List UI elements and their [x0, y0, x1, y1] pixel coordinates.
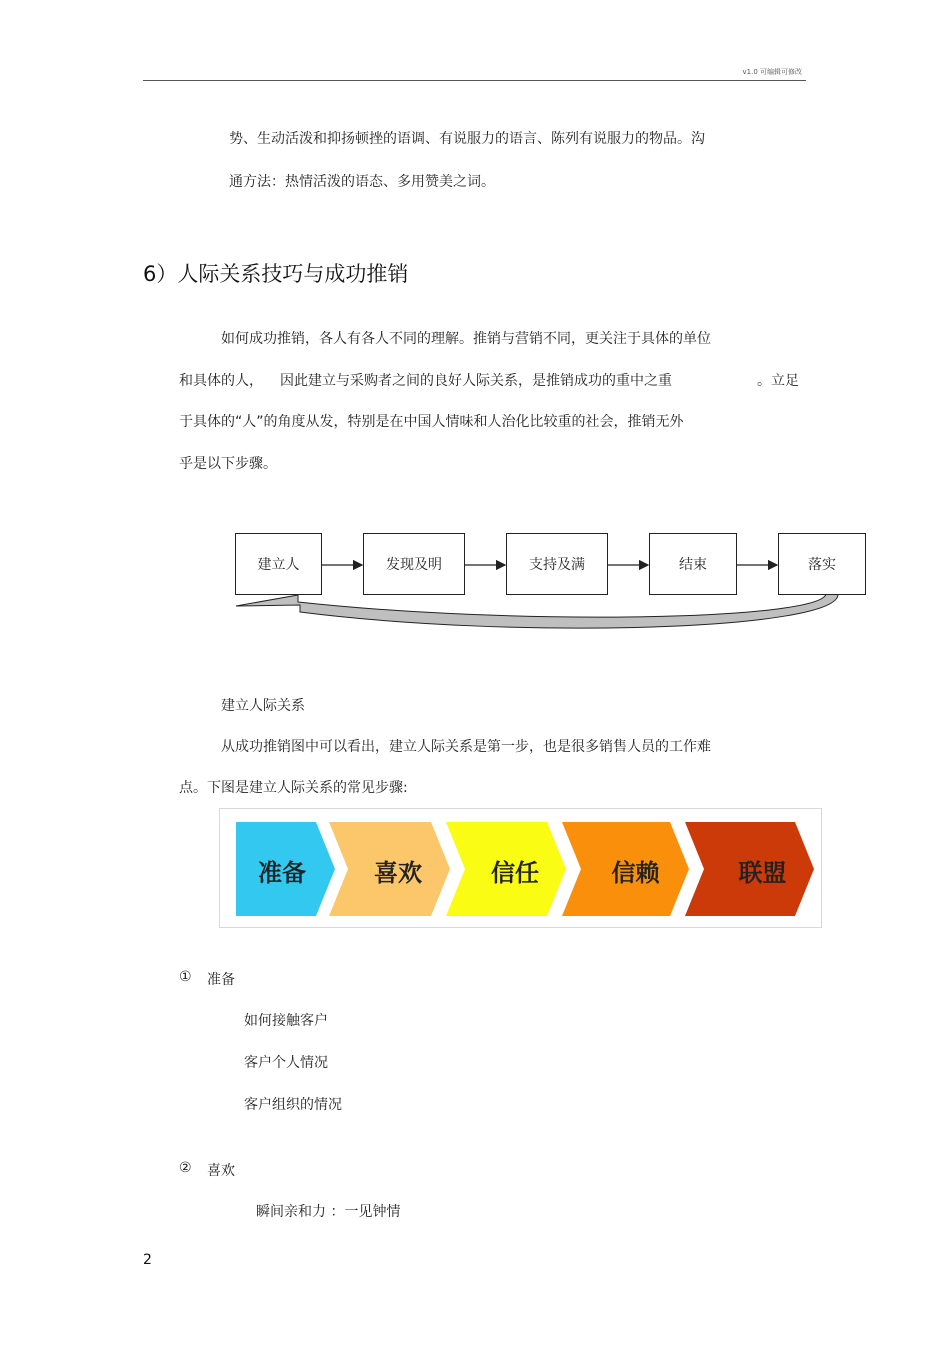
list2-title: 喜欢 [207, 1163, 235, 1179]
list1-item-3: 客户组织的情况 [244, 1097, 342, 1113]
section-title: 6）人际关系技巧与成功推销 [143, 262, 409, 286]
paragraph2-line-2: 点。下图是建立人际关系的常见步骤: [179, 780, 408, 796]
intro-line-1: 势、生动活泼和抑扬顿挫的语调、有说服力的语言、陈列有说服力的物品。沟 [229, 131, 705, 147]
paragraph1-line-3: 于具体的“人”的角度从发，特别是在中国人情味和人治化比较重的社会，推销无外 [179, 414, 684, 430]
paragraph1-line-2b: 因此建立与采购者之间的良好人际关系，是推销成功的重中之重 [280, 373, 672, 389]
list1-item-1: 如何接触客户 [244, 1013, 328, 1029]
flow-box-support [506, 533, 608, 595]
subheading-build-relations: 建立人际关系 [221, 698, 305, 714]
intro-line-2: 通方法：热情活泼的语态、多用赞美之词。 [229, 174, 495, 190]
list1-marker: ① [179, 969, 192, 985]
step-label-like: 喜欢 [374, 858, 422, 887]
flow-box-implement-label: 落实 [808, 557, 836, 573]
header-version-text: v1.0 可编辑可修改 [742, 68, 802, 76]
paragraph1-line-2a: 和具体的人， [179, 373, 263, 389]
flow-box-implement [778, 533, 866, 595]
relationship-steps-diagram [219, 808, 822, 928]
flow-box-discover-label: 发现及明 [386, 557, 442, 573]
paragraph1-line-4: 乎是以下步骤。 [179, 456, 277, 472]
flow-box-build [235, 533, 322, 595]
step-label-alliance: 联盟 [738, 858, 787, 887]
paragraph1-line-1: 如何成功推销，各人有各人不同的理解。推销与营销不同，更关注于具体的单位 [221, 331, 711, 347]
flow-box-close-label: 结束 [679, 557, 707, 573]
page-number: 2 [143, 1252, 152, 1268]
step-label-trust: 信任 [491, 858, 539, 887]
list1-title: 准备 [207, 972, 235, 988]
flow-box-close [649, 533, 737, 595]
flow-box-support-label: 支持及满 [529, 557, 585, 573]
flow-box-discover [363, 533, 465, 595]
step-label-prepare: 准备 [258, 858, 306, 887]
flow-box-build-label: 建立人 [257, 557, 300, 573]
list2-marker: ② [179, 1160, 192, 1176]
list1-item-2: 客户个人情况 [244, 1055, 328, 1071]
paragraph1-line-2c: 。立足 [757, 373, 799, 389]
flow-return-arrow [236, 594, 838, 628]
paragraph2-line-1: 从成功推销图中可以看出，建立人际关系是第一步，也是很多销售人员的工作难 [221, 739, 711, 755]
step-label-rely: 信赖 [611, 858, 660, 887]
list2-item-1: 瞬间亲和力 ：一见钟情 [256, 1204, 401, 1220]
